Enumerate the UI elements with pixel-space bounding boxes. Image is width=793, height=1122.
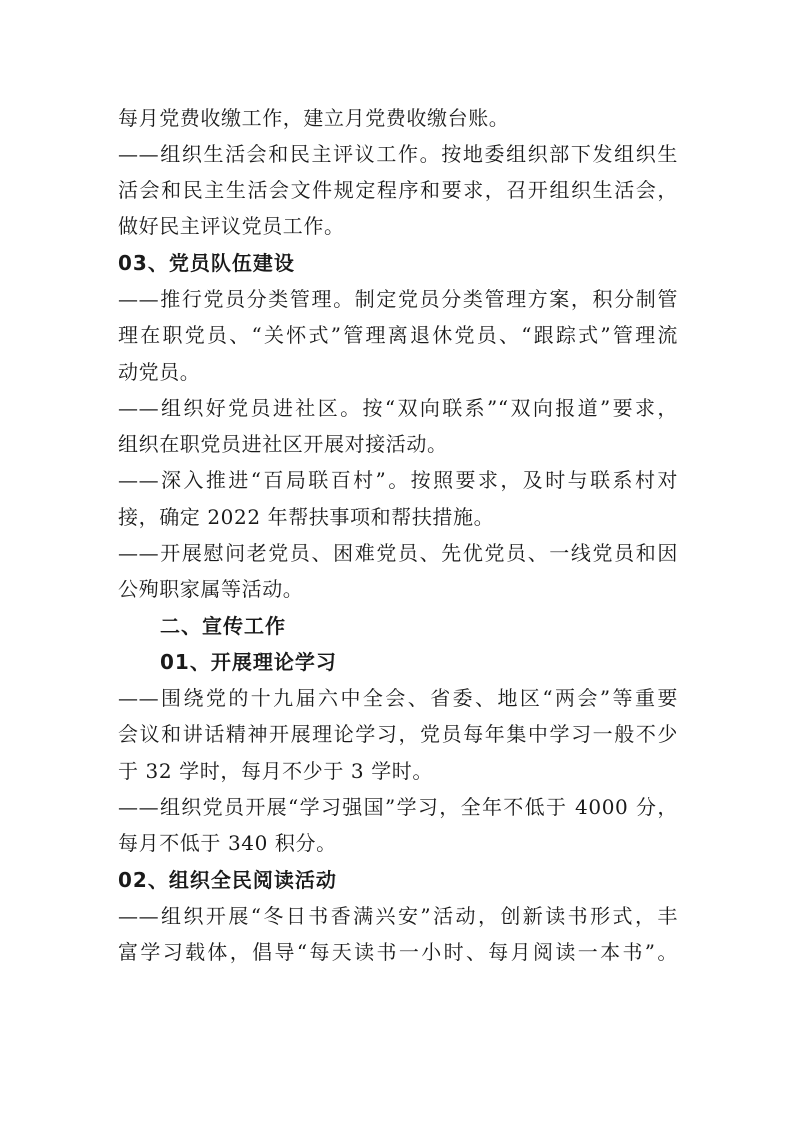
paragraph-line: 动党员。	[118, 360, 201, 384]
paragraph-line: 富学习载体，倡导“每天读书一小时、每月阅读一本书”。	[118, 940, 678, 964]
paragraph-line: 理在职党员、“关怀式”管理离退休党员、“跟踪式”管理流	[118, 323, 678, 347]
paragraph-line: 公殉职家属等活动。	[118, 577, 304, 601]
paragraph-line: 每月不低于 340 积分。	[118, 831, 337, 855]
paragraph-line: 活会和民主生活会文件规定程序和要求，召开组织生活会，	[118, 178, 678, 202]
paragraph-line: ——组织党员开展“学习强国”学习，全年不低于 4000 分，	[118, 795, 678, 819]
paragraph-line: ——深入推进“百局联百村”。按照要求，及时与联系村对	[118, 468, 678, 492]
paragraph-line: 做好民主评议党员工作。	[118, 214, 345, 238]
chapter-heading: 二、宣传工作	[160, 614, 286, 638]
paragraph-line: ——组织好党员进社区。按“双向联系”“双向报道”要求，	[118, 396, 678, 420]
paragraph-line: 每月党费收缴工作，建立月党费收缴台账。	[118, 106, 510, 130]
paragraph-line: ——围绕党的十九届六中全会、省委、地区“两会”等重要	[118, 686, 678, 710]
paragraph-line: ——推行党员分类管理。制定党员分类管理方案，积分制管	[118, 287, 678, 311]
paragraph-line: 会议和讲话精神开展理论学习，党员每年集中学习一般不少	[118, 722, 678, 746]
paragraph-line: ——开展慰问老党员、困难党员、先优党员、一线党员和因	[118, 541, 678, 565]
section-heading: 01、开展理论学习	[160, 650, 337, 674]
paragraph-line: 于 32 学时，每月不少于 3 学时。	[118, 759, 434, 783]
paragraph-line: ——组织生活会和民主评议工作。按地委组织部下发组织生	[118, 142, 678, 166]
section-heading: 03、党员队伍建设	[118, 251, 295, 275]
paragraph-line: ——组织开展“冬日书香满兴安”活动，创新读书形式，丰	[118, 904, 678, 928]
paragraph-line: 接，确定 2022 年帮扶事项和帮扶措施。	[118, 505, 495, 529]
section-heading: 02、组织全民阅读活动	[118, 868, 337, 892]
paragraph-line: 组织在职党员进社区开展对接活动。	[118, 432, 448, 456]
